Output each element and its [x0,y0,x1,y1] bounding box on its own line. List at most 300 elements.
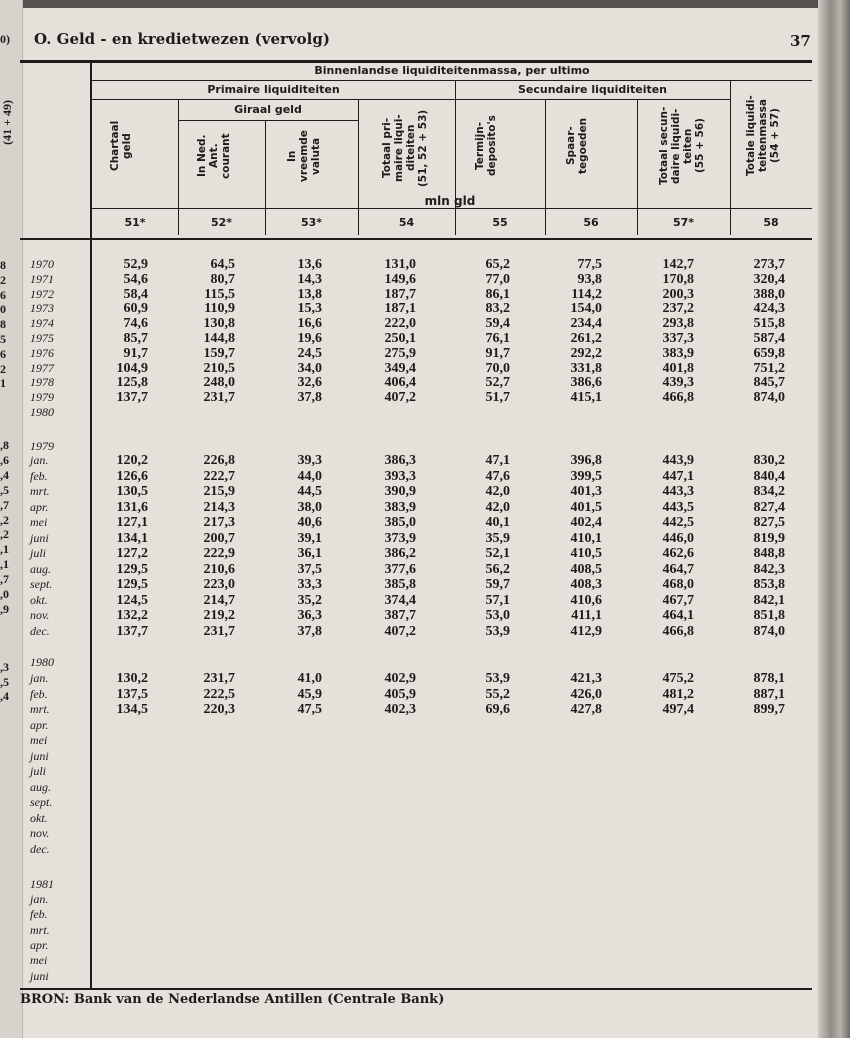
row-label: juni [30,748,49,763]
table-cell: 83,2 [485,301,510,317]
table-cell: 142,7 [662,257,694,272]
row-label: nov. [30,826,50,840]
table-cell: 874,0 [753,623,785,639]
table-cell: 293,8 [662,316,694,332]
row-label: sept. [30,577,53,591]
column-divider [358,100,359,235]
row-label: sept. [30,795,53,809]
table-cell: 80,7 [210,271,235,287]
column-header-52: In Ned. Ant. courant [195,133,232,179]
table-cell: 45,9 [297,686,322,702]
header-rule [90,208,812,209]
column-header-56: Spaar- tegoeden [565,117,589,175]
margin-fragment: ,5 [0,674,9,689]
table-cell: 132,2 [116,608,148,623]
table-cell: 41,0 [297,671,322,686]
row-label: mei [30,733,48,747]
table-cell: 402,4 [570,515,602,530]
book-binding-edge [818,0,850,1038]
table-cell: 223,0 [203,577,235,592]
table-cell: 387,7 [384,608,416,623]
table-cell: 59,7 [485,577,510,592]
table-cell: 210,5 [203,360,235,376]
table-cell: 137,7 [116,390,148,406]
table-cell: 402,9 [384,671,416,686]
table-cell: 248,0 [203,375,235,391]
table-cell: 52,7 [485,375,510,391]
header-bottom-rule [20,238,812,240]
table-cell: 52,1 [485,546,510,561]
margin-fragment: 6 [0,346,6,361]
table-cell: 35,9 [485,530,510,546]
row-label: 1977 [30,360,54,375]
table-cell: 130,2 [116,671,148,686]
table-cell: 442,5 [662,515,694,530]
table-cell: 77,0 [485,271,510,287]
page-title: O. Geld - en kredietwezen (vervolg) [34,30,330,48]
row-label: 1973 [30,301,54,316]
row-label: mrt. [30,702,50,716]
table-cell: 467,7 [662,592,694,608]
table-cell: 15,3 [297,301,322,317]
margin-fragment: ,9 [0,601,9,616]
margin-fragment: 0) [0,32,10,46]
row-label: juni [30,530,49,545]
margin-fragment: ,6 [0,452,9,467]
table-cell: 13,8 [297,286,322,302]
column-divider [545,100,546,235]
table-cell: 125,8 [116,375,148,391]
table-cell: 42,0 [485,484,510,499]
row-label: okt. [30,592,48,607]
table-cell: 515,8 [753,316,785,332]
margin-fragment: 6 [0,287,6,302]
table-cell: 401,8 [662,360,694,376]
table-cell: 137,5 [116,686,148,702]
table-cell: 91,7 [123,345,148,361]
row-label: 1976 [30,345,54,360]
page-top-edge [0,0,850,8]
table-cell: 226,8 [203,453,235,468]
margin-fragment: ,1 [0,542,9,557]
table-cell: 443,3 [662,484,694,499]
table-cell: 130,8 [203,316,235,332]
margin-fragment: 1 [0,376,6,391]
row-label: mei [30,515,48,529]
table-cell: 412,9 [570,623,602,639]
table-cell: 587,4 [753,331,785,346]
header-rule [178,120,358,121]
table-cell: 827,5 [753,515,785,530]
table-cell: 349,4 [384,360,416,376]
table-cell: 464,1 [662,608,694,623]
row-label: aug. [30,779,51,794]
table-cell: 337,3 [662,331,694,346]
margin-fragment: ,4 [0,467,9,482]
table-cell: 222,0 [384,316,416,332]
table-cell: 393,3 [384,468,416,484]
margin-fragment: 2 [0,272,6,287]
row-label: apr. [30,499,49,514]
table-cell: 464,7 [662,561,694,577]
table-cell: 390,9 [384,484,416,499]
table-cell: 220,3 [203,702,235,717]
row-label: feb. [30,907,48,922]
table-cell: 320,4 [753,271,785,287]
table-cell: 54,6 [123,271,148,287]
table-cell: 159,7 [203,345,235,361]
table-cell: 410,1 [570,530,602,546]
table-cell: 104,9 [116,360,148,376]
table-cell: 446,0 [662,530,694,546]
row-label: feb. [30,468,48,483]
table-cell: 275,9 [384,345,416,361]
table-cell: 131,6 [116,499,148,515]
column-divider [455,80,456,235]
table-cell: 222,7 [203,468,235,484]
table-cell: 134,5 [116,702,148,717]
table-cell: 36,1 [297,546,322,561]
table-cell: 292,2 [570,345,602,361]
table-cell: 110,9 [204,301,235,317]
table-cell: 388,0 [753,286,785,302]
table-cell: 33,3 [297,577,322,592]
margin-fragment: 8 [0,258,6,272]
table-cell: 114,2 [571,286,602,302]
row-label: 1979 [30,390,54,405]
table-cell: 39,3 [297,453,322,468]
table-cell: 214,7 [203,592,235,608]
table-cell: 13,6 [297,257,322,272]
table-cell: 443,9 [662,453,694,468]
table-cell: 659,8 [753,345,785,361]
row-label: 1971 [30,271,54,286]
table-cell: 69,6 [485,702,510,717]
table-cell: 874,0 [753,390,785,406]
table-cell: 58,4 [123,286,148,302]
table-cell: 44,5 [297,484,322,499]
table-cell: 237,2 [662,301,694,317]
row-label: juli [30,546,47,560]
row-label: 1980 [30,405,54,419]
margin-fragment: ,3 [0,660,9,674]
table-cell: 827,4 [753,499,785,515]
column-header-54: Totaal pri- maire liqui- diteiten (51, 52 + 53) [380,109,429,187]
table-cell: 86,1 [485,286,510,302]
margin-fragment: ,4 [0,689,9,703]
table-cell: 16,6 [297,316,322,332]
column-header-53: In vreemde valuta [285,130,322,182]
margin-fragment: ,8 [0,438,9,452]
table-cell: 383,9 [384,499,416,515]
margin-fragment: 8 [0,317,6,332]
table-cell: 53,9 [485,671,510,686]
table-cell: 47,6 [485,468,510,484]
table-cell: 200,7 [203,530,235,546]
table-cell: 91,7 [485,345,510,361]
row-label: mrt. [30,484,50,498]
margin-fragment: 2 [0,361,6,376]
row-label: jan. [30,892,49,906]
column-divider [730,80,731,235]
table-cell: 126,6 [116,468,148,484]
table-cell: 424,3 [753,301,785,317]
table-cell: 137,7 [116,623,148,639]
table-cell: 39,1 [297,530,322,546]
table-cell: 374,4 [384,592,416,608]
column-header-57: Totaal secun- daire liquidi- teiten (55 + 56) [657,106,706,186]
table-cell: 129,5 [116,561,148,577]
table-cell: 231,7 [203,671,235,686]
table-cell: 373,9 [384,530,416,546]
table-cell: 819,9 [753,530,785,546]
table-cell: 35,2 [297,592,322,608]
margin-fragment: ,0 [0,587,9,601]
table-cell: 231,7 [203,623,235,639]
table-cell: 887,1 [753,686,785,702]
margin-fragment: (41 + 49) [0,100,14,145]
table-cell: 406,4 [384,375,416,391]
table-cell: 466,8 [662,390,694,406]
column-number: 58 [763,216,779,229]
table-cell: 187,1 [384,301,416,317]
row-label: okt. [30,810,48,825]
table-cell: 47,5 [297,702,322,717]
table-cell: 396,8 [570,453,602,468]
table-cell: 842,3 [753,561,785,577]
table-cell: 40,1 [485,515,510,530]
column-number: 54 [398,216,415,229]
row-label: apr. [30,937,49,952]
column-number: 55 [492,216,508,229]
margin-fragment: 5 [0,332,6,346]
top-rule [20,60,812,63]
table-cell: 130,5 [116,484,148,499]
header-rule [90,99,730,100]
table-cell: 74,6 [123,316,148,332]
table-cell: 77,5 [577,257,602,272]
row-label: feb. [30,686,48,701]
table-cell: 127,2 [116,546,148,561]
table-cell: 331,8 [570,360,602,376]
table-cell: 407,2 [384,623,416,639]
row-label: 1974 [30,316,54,331]
table-cell: 34,0 [297,360,322,376]
table-cell: 481,2 [662,686,694,702]
table-cell: 24,5 [297,345,322,361]
group-header-secondary: Secundaire liquiditeiten [517,83,668,96]
table-cell: 44,0 [297,468,322,484]
table-cell: 42,0 [485,499,510,515]
table-cell: 93,8 [577,271,602,287]
table-cell: 439,3 [662,375,694,391]
table-cell: 40,6 [297,515,322,530]
column-divider [637,100,638,235]
table-cell: 878,1 [753,671,785,686]
table-cell: 408,3 [570,577,602,592]
row-label: aug. [30,561,51,576]
margin-fragment: ,7 [0,497,9,512]
table-cell: 415,1 [570,390,602,406]
table-cell: 187,7 [384,286,416,302]
table-cell: 401,3 [570,484,602,499]
table-cell: 273,7 [753,257,785,272]
footer-rule [20,988,812,990]
table-cell: 64,5 [210,257,235,272]
table-cell: 751,2 [753,360,785,376]
margin-fragment: ,2 [0,527,9,542]
table-cell: 447,1 [662,468,694,484]
table-cell: 234,4 [570,316,602,332]
row-label: 1975 [30,331,54,345]
table-cell: 222,5 [203,686,235,702]
year-label: 1980 [30,655,54,669]
table-cell: 386,3 [384,453,416,468]
table-cell: 399,5 [570,468,602,484]
row-label: dec. [30,623,50,638]
table-cell: 60,9 [123,301,148,317]
table-cell: 475,2 [662,671,694,686]
table-cell: 405,9 [384,686,416,702]
margin-fragment: ,5 [0,482,9,497]
table-cell: 385,8 [384,577,416,592]
row-label: 1972 [30,286,54,301]
table-cell: 19,6 [297,331,322,346]
table-cell: 214,3 [203,499,235,515]
table-cell: 848,8 [753,546,785,561]
row-label: jan. [30,453,49,467]
table-cell: 200,3 [662,286,694,302]
table-cell: 497,4 [662,702,694,717]
table-cell: 222,9 [203,546,235,561]
table-cell: 154,0 [570,301,602,317]
row-label: dec. [30,841,50,856]
table-cell: 215,9 [203,484,235,499]
table-cell: 383,9 [662,345,694,361]
row-label: mrt. [30,922,50,937]
margin-fragment: ,1 [0,557,9,572]
table-cell: 408,5 [570,561,602,577]
table-cell: 37,5 [297,561,322,577]
table-cell: 149,6 [384,271,416,287]
row-label: 1978 [30,375,54,390]
table-cell: 37,8 [297,623,322,639]
row-label: 1970 [30,257,54,271]
table-cell: 127,1 [116,515,148,530]
table-cell: 37,8 [297,390,322,406]
table-cell: 899,7 [753,702,785,717]
table-cell: 38,0 [297,499,322,515]
table-cell: 124,5 [116,592,148,608]
table-cell: 52,9 [123,257,148,272]
table-cell: 131,0 [384,257,416,272]
column-number: 53* [300,216,323,229]
table-cell: 426,0 [570,686,602,702]
unit-label: mln gld [424,194,476,208]
table-cell: 410,5 [570,546,602,561]
table-cell: 834,2 [753,484,785,499]
year-label: 1979 [30,439,54,453]
header-rule [90,80,812,81]
table-cell: 129,5 [116,577,148,592]
table-cell: 427,8 [570,702,602,717]
column-number: 52* [210,216,233,229]
column-header-58: Totale liquidi- teitenmassa (54 + 57) [745,95,781,177]
super-header: Binnenlandse liquiditeitenmassa, per ultimo [314,64,590,77]
table-cell: 85,7 [123,331,148,346]
table-cell: 115,5 [204,286,235,302]
row-label: juli [30,764,47,778]
table-cell: 845,7 [753,375,785,391]
table-cell: 853,8 [753,577,785,592]
table-cell: 840,4 [753,468,785,484]
table-cell: 210,6 [203,561,235,577]
table-cell: 410,6 [570,592,602,608]
table-cell: 144,8 [203,331,235,346]
table-cell: 386,6 [570,375,602,391]
column-divider [178,100,179,235]
table-cell: 231,7 [203,390,235,406]
table-cell: 407,2 [384,390,416,406]
table-cell: 250,1 [384,331,416,346]
table-cell: 830,2 [753,453,785,468]
table-cell: 217,3 [203,515,235,530]
table-cell: 134,1 [116,530,148,546]
table-cell: 57,1 [485,592,510,608]
table-cell: 402,3 [384,702,416,717]
table-cell: 411,1 [571,608,602,623]
row-label: nov. [30,608,50,622]
row-label: jan. [30,671,49,685]
row-label: mei [30,953,48,968]
group-header-primary: Primaire liquiditeiten [207,83,340,96]
page-number: 37 [790,32,811,50]
row-label: apr. [30,717,49,732]
margin-fragment: ,7 [0,572,9,587]
table-cell: 120,2 [116,453,148,468]
source-note: BRON: Bank van de Nederlandse Antillen (Centrale Bank) [20,992,445,1007]
table-cell: 462,6 [662,546,694,561]
year-label: 1981 [30,877,54,891]
table-cell: 14,3 [297,271,322,287]
table-cell: 47,1 [485,453,510,468]
table-cell: 842,1 [753,592,785,608]
table-cell: 59,4 [485,316,510,332]
table-cell: 377,6 [384,561,416,577]
table-cell: 421,3 [570,671,602,686]
table-cell: 386,2 [384,546,416,561]
table-cell: 56,2 [485,561,510,577]
column-header-51: Chartaal geld [109,120,133,172]
table-cell: 51,7 [485,390,510,406]
table-cell: 170,8 [662,271,694,287]
margin-fragment: ,2 [0,512,9,527]
row-label: juni [30,968,49,983]
column-header-55: Termijn- deposito's [474,115,498,177]
table-cell: 261,2 [570,331,602,346]
table-cell: 55,2 [485,686,510,702]
margin-fragment: 0 [0,302,6,317]
previous-page-margin [0,0,23,1038]
table-cell: 401,5 [570,499,602,515]
group-header-giraal: Giraal geld [234,103,302,116]
table-cell: 76,1 [485,331,510,346]
column-number: 56 [583,216,599,229]
column-number: 51* [124,216,146,229]
table-cell: 65,2 [485,257,510,272]
table-cell: 53,0 [485,608,510,623]
table-cell: 32,6 [297,375,322,391]
